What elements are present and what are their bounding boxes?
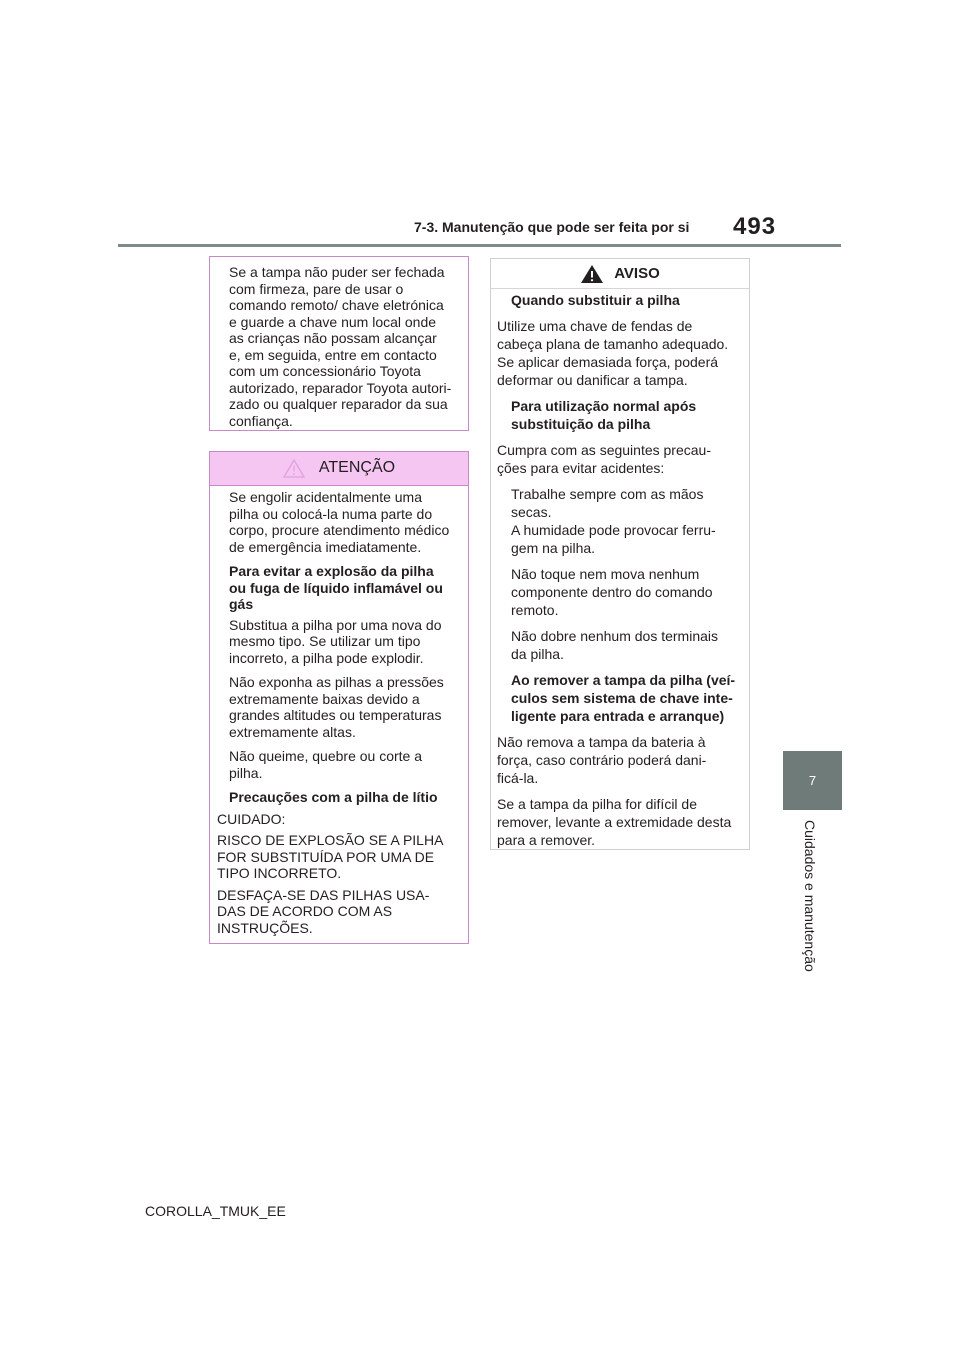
attention-risk-text: RISCO DE EXPLOSÃO SE A PILHA FOR SUBSTITUÍDA POR UMA DE TIPO INCORRETO.: [217, 832, 444, 881]
attention-swallow-text: Se engolir acidentalmente uma pilha ou colocá-la numa parte do corpo, procure atendimento médico de emergência imediatamente.: [229, 489, 450, 555]
attention-lithium-heading: Precauções com a pilha de lítio: [229, 789, 438, 805]
chapter-title: Cuidados e manutenção: [802, 820, 818, 972]
chapter-title-vertical: [802, 820, 822, 990]
chapter-number: 7: [808, 773, 817, 788]
notice-title: AVISO: [614, 264, 660, 282]
attention-dispose-text: DESFAÇA-SE DAS PILHAS USA- DAS DE ACORDO COM AS INSTRUÇÕES.: [217, 886, 430, 936]
notice-no-force-text: Não remova a tampa da bateria à força, caso contrário poderá dani- ficá-la.: [497, 734, 707, 786]
notice-dry-hands-text: Trabalhe sempre com as mãos secas. A humidade pode provocar ferru- gem na pilha.: [511, 486, 716, 556]
header-rule: [118, 244, 841, 247]
warning-triangle-icon: [580, 264, 604, 284]
notice-precautions-text: Cumpra com as seguintes precau- ções para evitar acidentes:: [497, 442, 711, 476]
attention-explosion-heading: Para evitar a explosão da pilha ou fuga de líquido inflamável ou gás: [229, 563, 443, 612]
notice-box-cover: [209, 256, 469, 431]
chapter-tab: [783, 751, 842, 810]
attention-pressure-text: Não exponha as pilhas a pressões extremamente baixas devido a grandes altitudes ou temperaturas extremamente altas.: [229, 674, 444, 740]
notice-normal-use-heading: Para utilização normal após substituição da pilha: [511, 398, 697, 432]
attention-caution-label: CUIDADO:: [217, 810, 286, 827]
attention-title: ATENÇÃO: [318, 459, 396, 477]
footer-doc-code: COROLLA_TMUK_EE: [145, 1203, 286, 1219]
attention-box: [209, 451, 469, 944]
page-number: 493: [733, 213, 777, 240]
notice-replace-heading: Quando substituir a pilha: [511, 292, 680, 308]
notice-screwdriver-text: Utilize uma chave de fendas de cabeça plana de tamanho adequado. Se aplicar demasiada força, poderá deformar ou danificar a tampa.: [497, 318, 729, 388]
cover-warning-text: Se a tampa não puder ser fechada com firmeza, pare de usar o comando remoto/ chave eletrónica e guarde a chave num local onde as crianças não possam alcançar e, em seguida, entre em contacto com um concessionário Toyota autorizado, reparador Toyota autori- zado ou qualquer reparador da sua confiança.: [229, 264, 452, 429]
notice-terminals-text: Não dobre nenhum dos terminais da pilha.: [511, 628, 719, 662]
notice-box: [490, 258, 750, 850]
notice-no-touch-text: Não toque nem mova nenhum componente dentro do comando remoto.: [511, 566, 713, 618]
section-title: 7-3. Manutenção que pode ser feita por si: [414, 219, 690, 235]
notice-lift-edge-text: Se a tampa da pilha for difícil de remover, levante a extremidade desta para a remover.: [497, 796, 732, 848]
attention-replace-text: Substitua a pilha por uma nova do mesmo tipo. Se utilizar um tipo incorreto, a pilha pode explodir.: [229, 616, 442, 666]
attention-header: [210, 452, 468, 486]
notice-cover-removal-heading: Ao remover a tampa da pilha (veí- culos sem sistema de chave inte- ligente para entrada e arranque): [511, 672, 736, 724]
notice-header: [491, 259, 749, 289]
attention-burn-text: Não queime, quebre ou corte a pilha.: [229, 748, 423, 781]
warning-triangle-icon: [283, 459, 305, 478]
